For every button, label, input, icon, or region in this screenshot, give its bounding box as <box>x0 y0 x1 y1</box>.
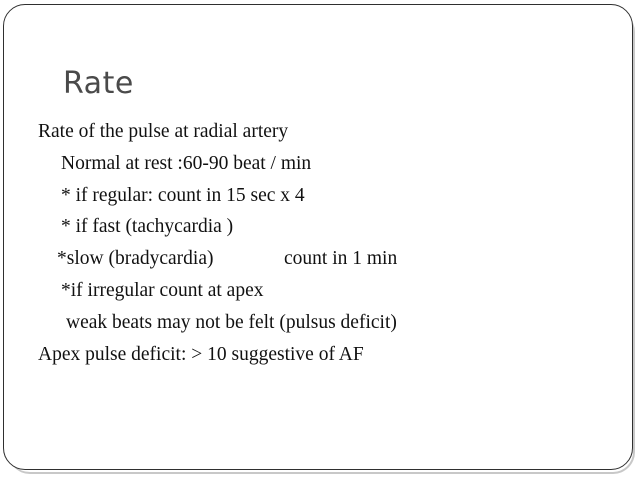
slide-title: Rate <box>63 66 134 101</box>
body-line-slow: *slow (bradycardia) <box>57 248 214 269</box>
body-line-rate-radial: Rate of the pulse at radial artery <box>38 121 289 142</box>
body-line-regular: * if regular: count in 15 sec x 4 <box>61 185 305 206</box>
body-line-weak-beats: weak beats may not be felt (pulsus deficit) <box>66 312 397 333</box>
body-line-apex-deficit: Apex pulse deficit: > 10 suggestive of AF <box>38 344 364 365</box>
body-line-count-one-min: count in 1 min <box>284 248 398 269</box>
body-line-normal-rest: Normal at rest :60-90 beat / min <box>61 153 312 174</box>
body-line-irregular: *if irregular count at apex <box>61 280 264 301</box>
body-line-fast: * if fast (tachycardia ) <box>61 216 234 237</box>
